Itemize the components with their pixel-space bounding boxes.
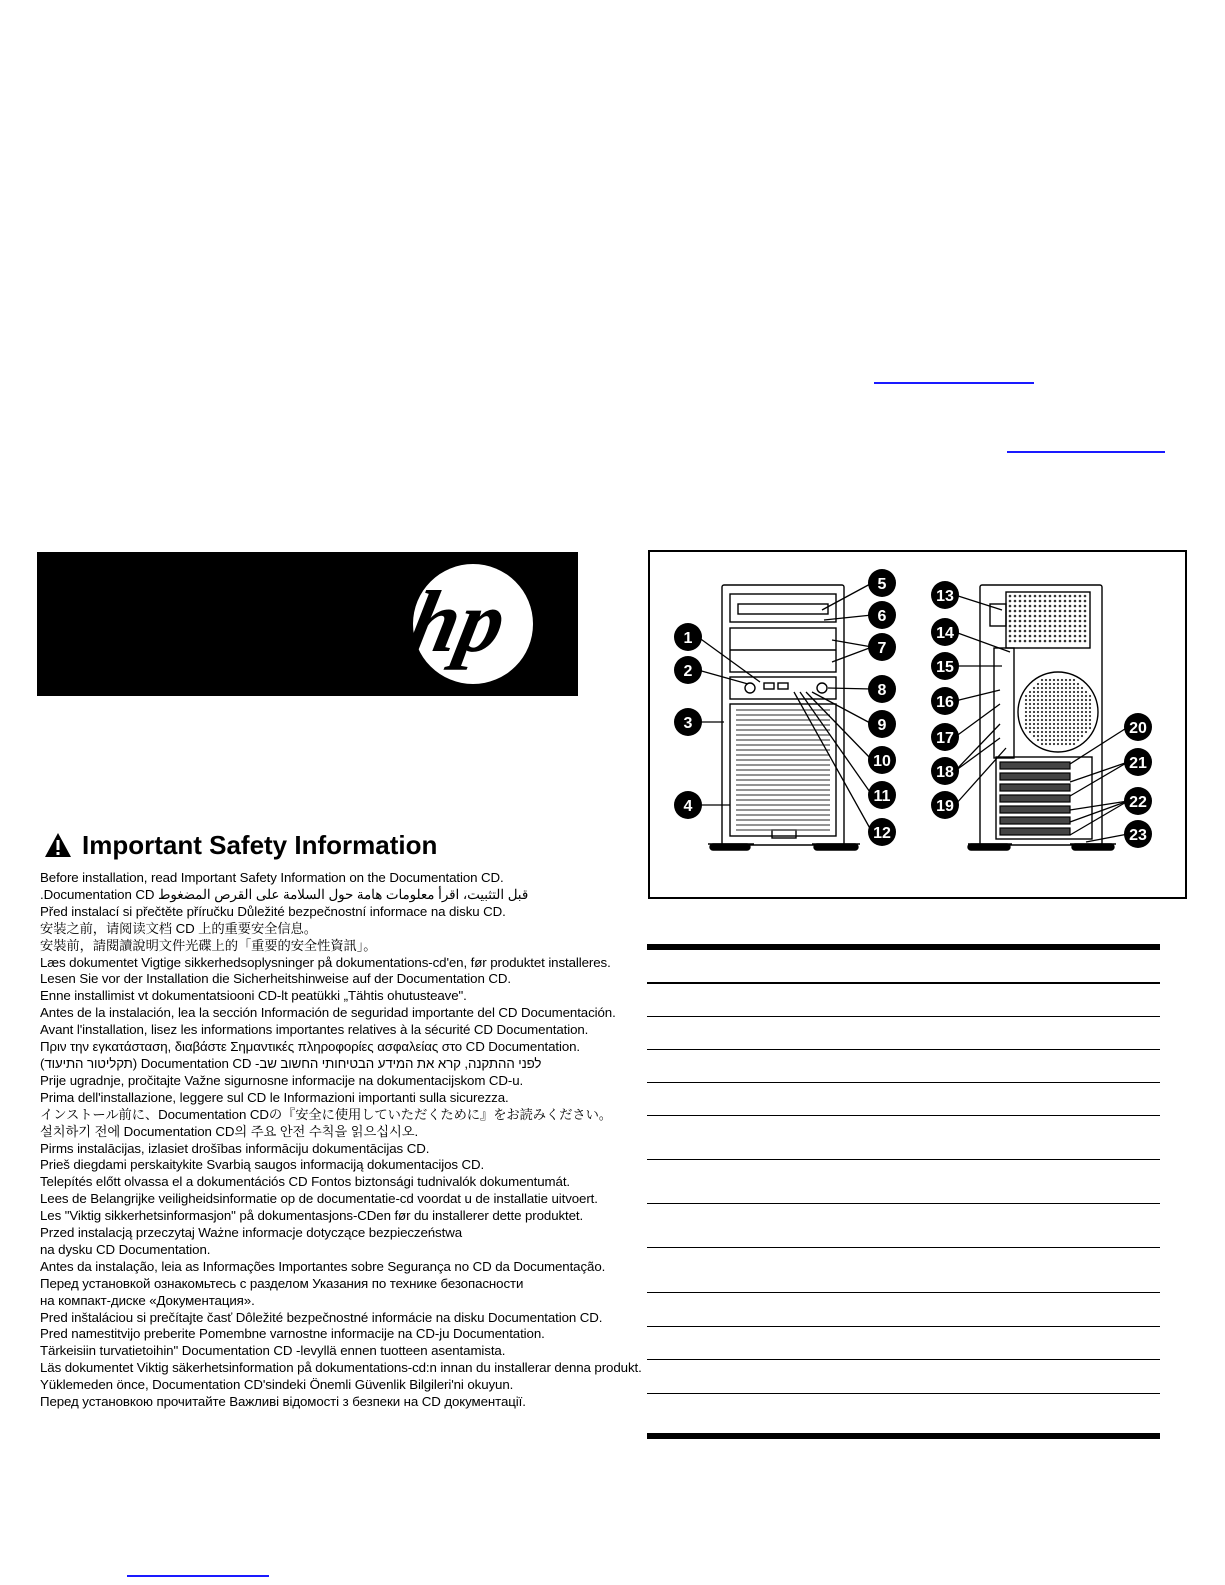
svg-text:20: 20 <box>1129 720 1147 737</box>
callout-12 <box>868 818 896 846</box>
svg-text:13: 13 <box>936 588 954 605</box>
callout-23 <box>1124 820 1152 848</box>
safety-line: Перед установкою прочитайте Важливі відомості з безпеки на CD документації. <box>40 1394 526 1410</box>
hp-logo-icon <box>400 563 534 685</box>
hp-banner <box>37 552 578 696</box>
table-row-rule <box>647 1359 1160 1360</box>
callout-2 <box>674 656 702 684</box>
table-row-rule <box>647 1159 1160 1160</box>
callout-5 <box>868 569 896 597</box>
callout-7 <box>868 633 896 661</box>
safety-line: Prije ugradnje, pročitajte Važne sigurnosne informacije na dokumentacijskom CD-u. <box>40 1072 524 1088</box>
server-diagram-svg <box>650 552 1185 897</box>
table-bottom-rule <box>647 1433 1160 1439</box>
safety-line: Tärkeisiin turvatietoihin" Documentation CD -levyllä ennen tuotteen asentamista. <box>40 1343 506 1359</box>
safety-line: לפני ההתקנה, קרא את המידע הבטיחותי החשוב שב- Documentation CD (תקליטור התיעוד) <box>40 1055 542 1071</box>
svg-text:18: 18 <box>936 764 954 781</box>
safety-line: Před instalací si přečtěte příručku Důležité bezpečnostní informace na disku CD. <box>40 903 506 919</box>
svg-text:15: 15 <box>936 659 954 676</box>
hyperlink-2[interactable] <box>1007 451 1165 453</box>
svg-text:3: 3 <box>683 715 693 732</box>
safety-line: Enne installimist vt dokumentatsiooni CD-lt peatükki „Tähtis ohutusteave". <box>40 988 467 1004</box>
table-row-rule <box>647 1292 1160 1293</box>
svg-text:22: 22 <box>1129 794 1147 811</box>
table-row-rule <box>647 1049 1160 1050</box>
callout-10 <box>868 746 896 774</box>
safety-line: Telepítés előtt olvassa el a dokumentációs CD Fontos biztonsági tudnivalók dokumentumát. <box>40 1174 571 1190</box>
svg-text:8: 8 <box>877 682 887 699</box>
svg-text:10: 10 <box>873 753 891 770</box>
callout-13 <box>931 581 959 609</box>
callout-20 <box>1124 713 1152 741</box>
callout-15 <box>931 652 959 680</box>
server-diagram <box>648 550 1187 899</box>
safety-line: Les "Viktig sikkerhetsinformasjon" på dokumentasjons-CDen før du installerer dette produktet. <box>40 1208 584 1224</box>
safety-line: Prima dell'installazione, leggere sul CD le Informazioni importanti sulla sicurezza. <box>40 1089 509 1105</box>
safety-line: 安裝前，請閱讀說明文件光碟上的「重要的安全性資訊」。 <box>40 937 377 953</box>
safety-line: 설치하기 전에 Documentation CD의 주요 안전 수칙을 읽으십시오. <box>40 1123 419 1139</box>
safety-line: Läs dokumentet Viktig säkerhetsinformation på dokumentations-cd:n innan du installerar denna produkt. <box>40 1360 642 1376</box>
safety-line: Lees de Belangrijke veiligheidsinformatie op de documentatie-cd voordat u de installatie uitvoert. <box>40 1191 598 1207</box>
svg-text:14: 14 <box>936 625 954 642</box>
safety-lines <box>40 870 642 1411</box>
table-row-rule <box>647 1082 1160 1083</box>
safety-line: Πριν την εγκατάσταση, διαβάστε Σημαντικές πληροφορίες ασφαλείας στο CD Documentation. <box>40 1039 581 1055</box>
svg-text:19: 19 <box>936 798 954 815</box>
svg-text:5: 5 <box>877 576 887 593</box>
safety-line: Prieš diegdami perskaitykite Svarbią saugos informaciją dokumentacijos CD. <box>40 1157 485 1173</box>
callout-19 <box>931 791 959 819</box>
safety-line: на компакт-диске «Документация». <box>40 1292 255 1308</box>
safety-line: Antes da instalação, leia as Informações Importantes sobre Segurança no CD da Documentação. <box>40 1258 606 1274</box>
svg-text:1: 1 <box>683 630 693 647</box>
safety-line: Pred namestitvijo preberite Pomembne varnostne informacije na CD-ju Documentation. <box>40 1326 545 1342</box>
safety-line: Læs dokumentet Vigtige sikkerhedsoplysninger på dokumentations-cd'en, før produktet installeres. <box>40 954 611 970</box>
hyperlink-3[interactable] <box>127 1575 269 1577</box>
svg-text:9: 9 <box>877 717 887 734</box>
safety-line: Yüklemeden önce, Documentation CD'sindeki Önemli Güvenlik Bilgileri'ni okuyun. <box>40 1377 514 1393</box>
table-row-rule <box>647 1326 1160 1327</box>
safety-line: Before installation, read Important Safety Information on the Documentation CD. <box>40 870 504 885</box>
svg-text:17: 17 <box>936 730 954 747</box>
callout-6 <box>868 601 896 629</box>
safety-line: 安装之前，请阅读文档 CD 上的重要安全信息。 <box>40 920 317 936</box>
table-row-rule <box>647 1115 1160 1116</box>
safety-line: Pred inštaláciou si prečítajte časť Dôležité bezpečnostné informácie na disku Documentation CD. <box>40 1309 603 1325</box>
svg-text:4: 4 <box>683 798 693 815</box>
safety-notice <box>40 828 642 1411</box>
svg-text:12: 12 <box>873 825 891 842</box>
warning-triangle-icon <box>44 832 72 858</box>
callout-21 <box>1124 748 1152 776</box>
table-row-rule <box>647 1016 1160 1017</box>
safety-line: na dysku CD Documentation. <box>40 1241 211 1257</box>
svg-text:11: 11 <box>873 788 891 805</box>
callout-16 <box>931 687 959 715</box>
safety-title-row <box>44 828 585 862</box>
svg-text:16: 16 <box>936 694 954 711</box>
callout-11 <box>868 781 896 809</box>
hp-logo-text: hp <box>400 573 515 671</box>
safety-line: Antes de la instalación, lea la sección Información de seguridad importante del CD Documentación. <box>40 1005 616 1021</box>
callout-4 <box>674 791 702 819</box>
table-header-rule <box>647 982 1160 984</box>
table-row-rule <box>647 1247 1160 1248</box>
callout-8 <box>868 675 896 703</box>
hyperlink-1[interactable] <box>874 382 1034 384</box>
safety-line: Avant l'installation, lisez les informations importantes relatives à la sécurité CD Documentation. <box>40 1022 589 1038</box>
svg-text:2: 2 <box>683 663 693 680</box>
parts-table <box>647 944 1160 1439</box>
table-row-rule <box>647 1203 1160 1204</box>
safety-line: Lesen Sie vor der Installation die Sicherheitshinweise auf der Documentation CD. <box>40 971 511 987</box>
safety-line: インストール前に、Documentation CDの『安全に使用していただくために』をお読みください。 <box>40 1106 612 1122</box>
callout-1 <box>674 623 702 651</box>
safety-title: Important Safety Information <box>82 829 438 860</box>
svg-text:23: 23 <box>1129 827 1147 844</box>
safety-line: Przed instalacją przeczytaj Ważne informacje dotyczące bezpieczeństwa <box>40 1225 462 1241</box>
callout-22 <box>1124 787 1152 815</box>
callout-17 <box>931 723 959 751</box>
callout-14 <box>931 618 959 646</box>
callout-9 <box>868 710 896 738</box>
callout-18 <box>931 757 959 785</box>
table-top-rule <box>647 944 1160 950</box>
safety-line: قبل التثبيت، اقرأ معلومات هامة حول السلامة على القرص المضغوط Documentation CD. <box>40 886 529 902</box>
callout-3 <box>674 708 702 736</box>
svg-text:6: 6 <box>877 608 887 625</box>
svg-text:21: 21 <box>1129 755 1147 772</box>
rear-expansion-slots <box>1000 762 1070 835</box>
safety-line: Перед установкой ознакомьтесь с разделом Указания по технике безопасности <box>40 1275 524 1291</box>
safety-line: Pirms instalācijas, izlasiet drošības informāciju dokumentācijas CD. <box>40 1140 430 1156</box>
svg-text:7: 7 <box>877 640 887 657</box>
table-row-rule <box>647 1393 1160 1394</box>
